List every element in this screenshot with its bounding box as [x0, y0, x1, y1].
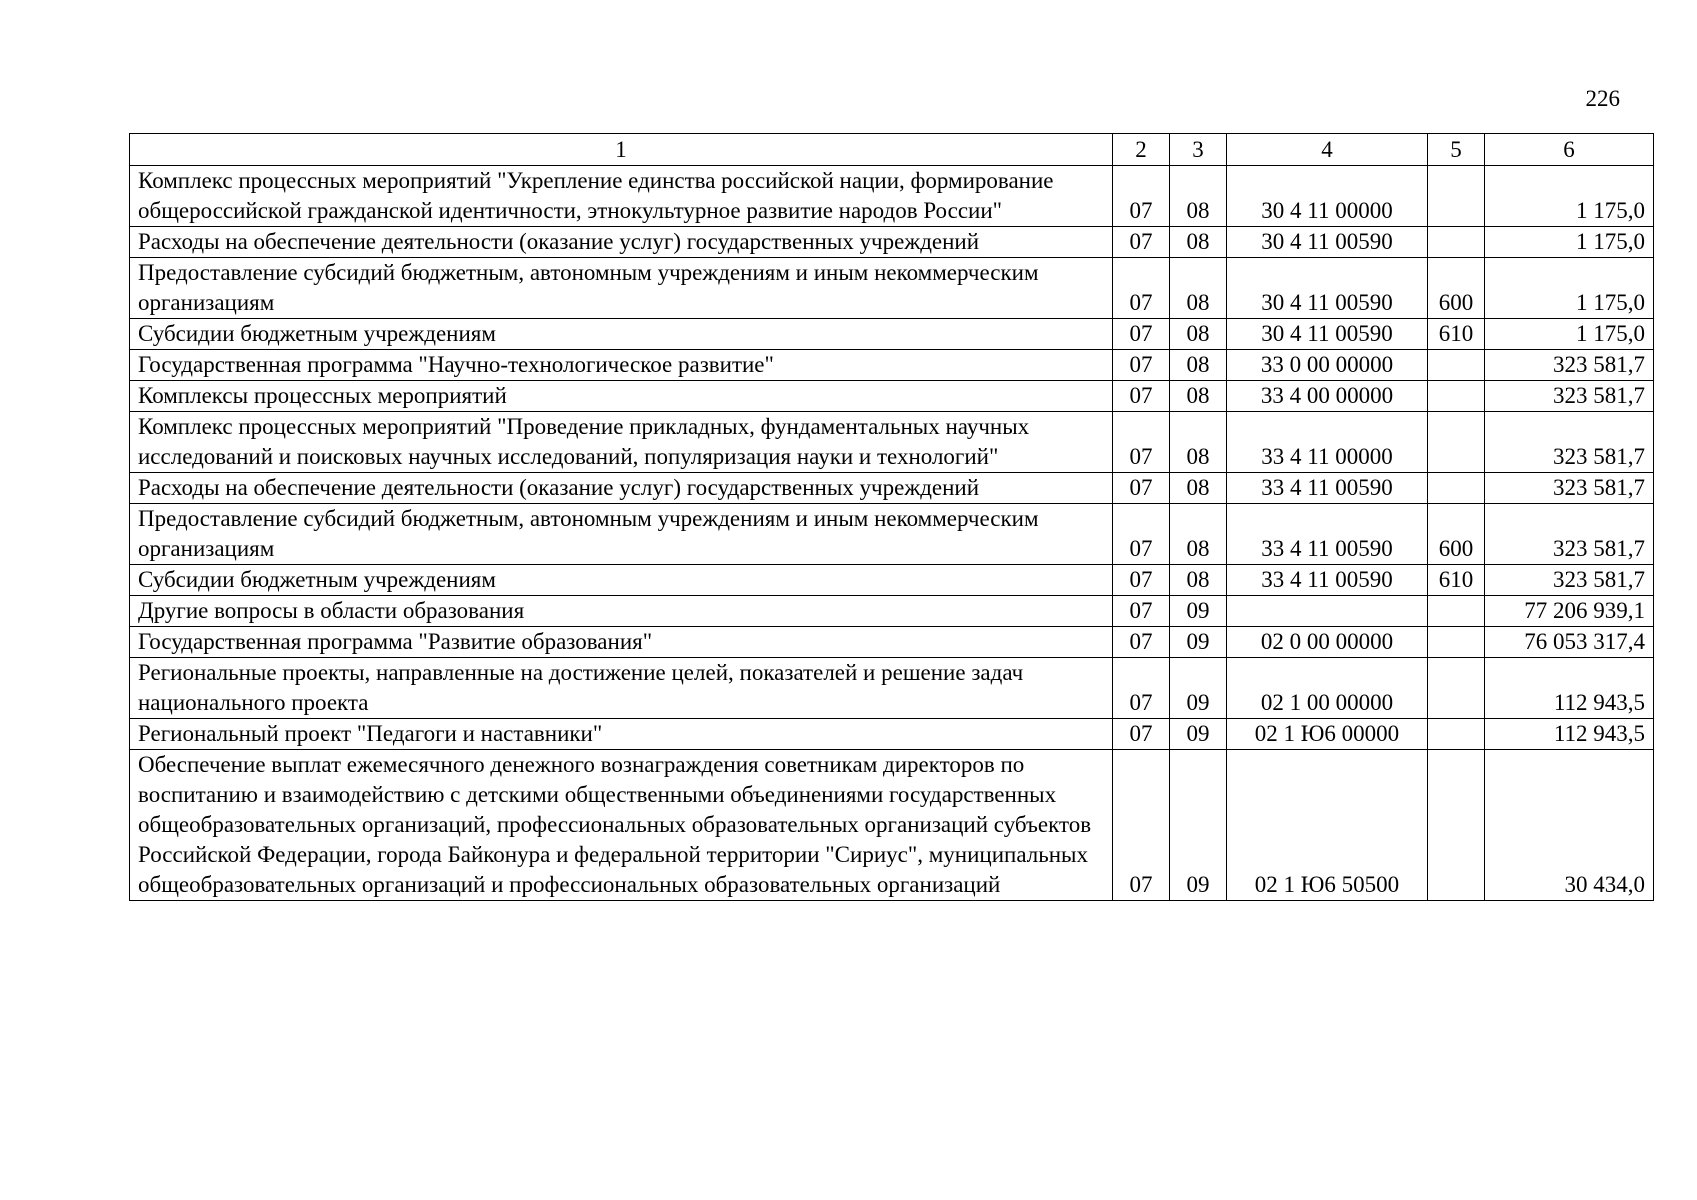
target-article-cell	[1227, 596, 1428, 627]
budget-table	[129, 133, 1654, 901]
section-code-cell: 07	[1113, 504, 1170, 565]
table-row	[130, 565, 1654, 596]
amount-cell: 112 943,5	[1485, 719, 1654, 750]
column-header: 6	[1485, 134, 1654, 166]
amount-cell: 76 053 317,4	[1485, 627, 1654, 658]
amount-cell: 1 175,0	[1485, 166, 1654, 227]
table-row	[130, 166, 1654, 227]
target-article-cell: 02 0 00 00000	[1227, 627, 1428, 658]
subsection-code-cell: 08	[1170, 504, 1227, 565]
table-row	[130, 227, 1654, 258]
target-article-cell: 33 4 11 00000	[1227, 412, 1428, 473]
row-name-cell: Комплексы процессных мероприятий	[130, 381, 1113, 412]
expense-type-cell	[1428, 227, 1485, 258]
section-code-cell: 07	[1113, 596, 1170, 627]
row-name-cell: Комплекс процессных мероприятий "Проведение прикладных, фундаментальных научных исследований и поисковых научных исследований, популяризация науки и технологий"	[130, 412, 1113, 473]
expense-type-cell	[1428, 412, 1485, 473]
target-article-cell: 33 4 11 00590	[1227, 504, 1428, 565]
column-header: 4	[1227, 134, 1428, 166]
subsection-code-cell: 08	[1170, 166, 1227, 227]
section-code-cell: 07	[1113, 473, 1170, 504]
row-name-cell: Обеспечение выплат ежемесячного денежного вознаграждения советникам директоров по воспитанию и взаимодействию с детскими общественными объединениями государственных общеобразовательных организаций, профессиональных образовательных организаций субъектов Российской Федерации, города Байконура и федеральной территории "Сириус", муниципальных общеобразовательных организаций и профессиональных образовательных организаций	[130, 750, 1113, 901]
amount-cell: 323 581,7	[1485, 565, 1654, 596]
amount-cell: 323 581,7	[1485, 504, 1654, 565]
section-code-cell: 07	[1113, 565, 1170, 596]
subsection-code-cell: 08	[1170, 473, 1227, 504]
row-name-cell: Субсидии бюджетным учреждениям	[130, 565, 1113, 596]
expense-type-cell	[1428, 381, 1485, 412]
target-article-cell: 30 4 11 00000	[1227, 166, 1428, 227]
subsection-code-cell: 08	[1170, 381, 1227, 412]
table-body	[130, 166, 1654, 901]
table-row	[130, 627, 1654, 658]
expense-type-cell: 610	[1428, 565, 1485, 596]
expense-type-cell: 600	[1428, 504, 1485, 565]
subsection-code-cell: 08	[1170, 258, 1227, 319]
table-row	[130, 658, 1654, 719]
target-article-cell: 02 1 00 00000	[1227, 658, 1428, 719]
section-code-cell: 07	[1113, 750, 1170, 901]
target-article-cell: 33 4 11 00590	[1227, 565, 1428, 596]
row-name-cell: Комплекс процессных мероприятий "Укрепление единства российской нации, формирование общероссийской гражданской идентичности, этнокультурное развитие народов России"	[130, 166, 1113, 227]
amount-cell: 112 943,5	[1485, 658, 1654, 719]
section-code-cell: 07	[1113, 258, 1170, 319]
table-row	[130, 596, 1654, 627]
subsection-code-cell: 09	[1170, 596, 1227, 627]
expense-type-cell	[1428, 596, 1485, 627]
expense-type-cell: 610	[1428, 319, 1485, 350]
amount-cell: 1 175,0	[1485, 227, 1654, 258]
subsection-code-cell: 08	[1170, 227, 1227, 258]
amount-cell: 323 581,7	[1485, 412, 1654, 473]
subsection-code-cell: 09	[1170, 627, 1227, 658]
amount-cell: 323 581,7	[1485, 473, 1654, 504]
section-code-cell: 07	[1113, 381, 1170, 412]
row-name-cell: Другие вопросы в области образования	[130, 596, 1113, 627]
row-name-cell: Региональные проекты, направленные на достижение целей, показателей и решение задач национального проекта	[130, 658, 1113, 719]
subsection-code-cell: 09	[1170, 658, 1227, 719]
amount-cell: 1 175,0	[1485, 319, 1654, 350]
row-name-cell: Предоставление субсидий бюджетным, автономным учреждениям и иным некоммерческим организациям	[130, 504, 1113, 565]
expense-type-cell	[1428, 473, 1485, 504]
section-code-cell: 07	[1113, 350, 1170, 381]
table-row	[130, 381, 1654, 412]
amount-cell: 77 206 939,1	[1485, 596, 1654, 627]
table-row	[130, 473, 1654, 504]
page-number: 226	[1585, 86, 1620, 111]
row-name-cell: Расходы на обеспечение деятельности (оказание услуг) государственных учреждений	[130, 227, 1113, 258]
amount-cell: 30 434,0	[1485, 750, 1654, 901]
column-header: 1	[130, 134, 1113, 166]
expense-type-cell	[1428, 350, 1485, 381]
expense-type-cell	[1428, 658, 1485, 719]
row-name-cell: Предоставление субсидий бюджетным, автономным учреждениям и иным некоммерческим организациям	[130, 258, 1113, 319]
section-code-cell: 07	[1113, 627, 1170, 658]
section-code-cell: 07	[1113, 227, 1170, 258]
subsection-code-cell: 08	[1170, 319, 1227, 350]
table-row	[130, 412, 1654, 473]
expense-type-cell: 600	[1428, 258, 1485, 319]
row-name-cell: Государственная программа "Научно-технологическое развитие"	[130, 350, 1113, 381]
subsection-code-cell: 08	[1170, 350, 1227, 381]
amount-cell: 323 581,7	[1485, 350, 1654, 381]
section-code-cell: 07	[1113, 658, 1170, 719]
section-code-cell: 07	[1113, 166, 1170, 227]
section-code-cell: 07	[1113, 719, 1170, 750]
table-row	[130, 719, 1654, 750]
target-article-cell: 30 4 11 00590	[1227, 319, 1428, 350]
expense-type-cell	[1428, 166, 1485, 227]
expense-type-cell	[1428, 627, 1485, 658]
target-article-cell: 02 1 Ю6 00000	[1227, 719, 1428, 750]
table-row	[130, 504, 1654, 565]
row-name-cell: Расходы на обеспечение деятельности (оказание услуг) государственных учреждений	[130, 473, 1113, 504]
subsection-code-cell: 08	[1170, 412, 1227, 473]
target-article-cell: 33 4 11 00590	[1227, 473, 1428, 504]
table-row	[130, 350, 1654, 381]
table-header-row	[130, 134, 1654, 166]
expense-type-cell	[1428, 750, 1485, 901]
target-article-cell: 30 4 11 00590	[1227, 258, 1428, 319]
section-code-cell: 07	[1113, 412, 1170, 473]
row-name-cell: Субсидии бюджетным учреждениям	[130, 319, 1113, 350]
amount-cell: 323 581,7	[1485, 381, 1654, 412]
subsection-code-cell: 09	[1170, 750, 1227, 901]
table-row	[130, 319, 1654, 350]
target-article-cell: 30 4 11 00590	[1227, 227, 1428, 258]
target-article-cell: 02 1 Ю6 50500	[1227, 750, 1428, 901]
section-code-cell: 07	[1113, 319, 1170, 350]
column-header: 3	[1170, 134, 1227, 166]
subsection-code-cell: 09	[1170, 719, 1227, 750]
row-name-cell: Государственная программа "Развитие образования"	[130, 627, 1113, 658]
row-name-cell: Региональный проект "Педагоги и наставники"	[130, 719, 1113, 750]
table-row	[130, 258, 1654, 319]
target-article-cell: 33 4 00 00000	[1227, 381, 1428, 412]
amount-cell: 1 175,0	[1485, 258, 1654, 319]
subsection-code-cell: 08	[1170, 565, 1227, 596]
target-article-cell: 33 0 00 00000	[1227, 350, 1428, 381]
column-header: 5	[1428, 134, 1485, 166]
expense-type-cell	[1428, 719, 1485, 750]
column-header: 2	[1113, 134, 1170, 166]
table-row	[130, 750, 1654, 901]
